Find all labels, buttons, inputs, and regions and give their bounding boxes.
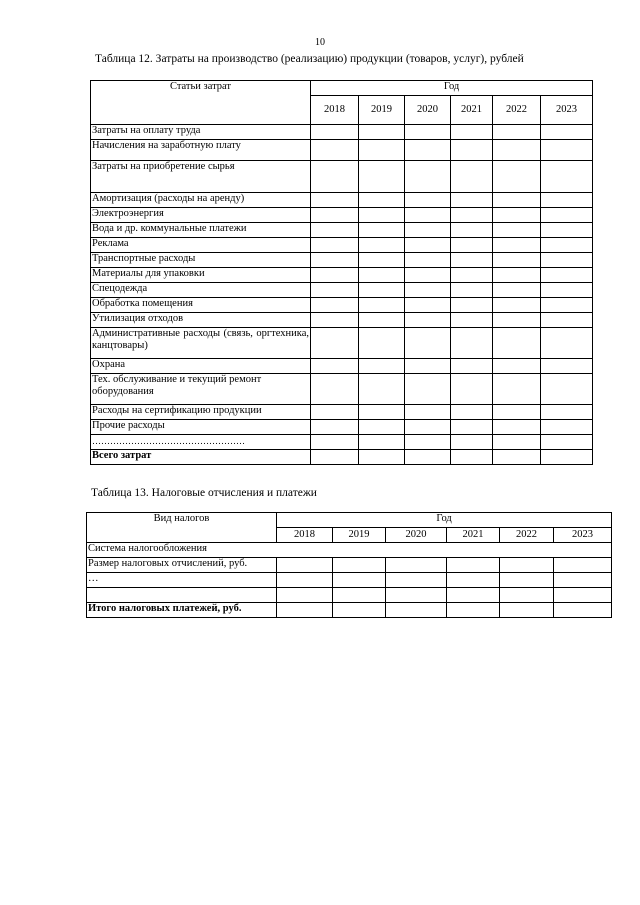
cell [359,298,405,313]
table-row [91,125,593,140]
table-12-production-costs [90,80,593,465]
cell [405,125,451,140]
cell [451,223,493,238]
cell [541,223,593,238]
cell [447,603,500,618]
cell [386,588,447,603]
row-label: Амортизация (расходы на аренду) [91,193,311,208]
cell [554,588,612,603]
table-12-item-header: Статьи затрат [91,81,311,125]
table-row [91,193,593,208]
cell [359,374,405,405]
cell [493,161,541,193]
table-row [87,558,612,573]
cell [311,283,359,298]
row-label: Затраты на приобретение сырья [91,161,311,193]
row-label: Тех. обслуживание и текущий ремонт оборудования [91,374,311,405]
cell [311,405,359,420]
row-label: Материалы для упаковки [91,268,311,283]
row-label: Система налогообложения [87,543,612,558]
table-row [91,253,593,268]
table-row [91,405,593,420]
row-label: Спецодежда [91,283,311,298]
cell [541,268,593,283]
cell [333,573,386,588]
cell [451,125,493,140]
cell [451,238,493,253]
cell [541,140,593,161]
cell [554,573,612,588]
row-label: Размер налоговых отчислений, руб. [87,558,277,573]
cell [493,420,541,435]
cell [405,374,451,405]
cell [277,603,333,618]
cell [541,161,593,193]
cell [333,588,386,603]
table-12-caption: Таблица 12. Затраты на производство (реализацию) продукции (товаров, услуг), рублей [95,53,524,65]
table-13-taxes [86,512,612,618]
cell [447,588,500,603]
row-label: …………………………………………… [91,435,311,450]
cell [359,238,405,253]
cell [277,588,333,603]
cell [405,268,451,283]
table-13-year-2019: 2019 [333,528,386,543]
cell [541,298,593,313]
cell [541,374,593,405]
cell [500,588,554,603]
cell [311,374,359,405]
page-number: 10 [315,37,325,48]
cell [359,405,405,420]
cell [405,161,451,193]
cell [554,558,612,573]
cell [493,238,541,253]
cell [451,435,493,450]
cell [493,450,541,465]
cell [451,208,493,223]
cell [359,161,405,193]
table-13-caption: Таблица 13. Налоговые отчисления и платежи [91,487,317,499]
cell [541,238,593,253]
table-12-year-2021: 2021 [451,96,493,125]
cell [451,374,493,405]
row-label: … [87,573,277,588]
cell [541,313,593,328]
table-13-year-2018: 2018 [277,528,333,543]
cell [277,573,333,588]
cell [541,253,593,268]
cell [311,140,359,161]
cell [359,140,405,161]
cell [541,125,593,140]
cell [333,603,386,618]
table-13-year-2021: 2021 [447,528,500,543]
cell [500,603,554,618]
cell [405,450,451,465]
cell [359,125,405,140]
cell [541,359,593,374]
cell [405,283,451,298]
table-row [91,238,593,253]
cell [451,420,493,435]
table-12-year-header: Год [311,81,593,96]
cell [541,328,593,359]
table-13-year-2020: 2020 [386,528,447,543]
cell [541,405,593,420]
table-row [91,359,593,374]
cell [311,268,359,283]
cell [359,223,405,238]
cell [405,208,451,223]
row-label: Вода и др. коммунальные платежи [91,223,311,238]
row-label [87,588,277,603]
row-label: Всего затрат [91,450,311,465]
table-12-year-2019: 2019 [359,96,405,125]
cell [405,253,451,268]
cell [405,313,451,328]
table-row [91,140,593,161]
cell [359,208,405,223]
cell [311,125,359,140]
row-label: Прочие расходы [91,420,311,435]
table-row [91,223,593,238]
cell [541,208,593,223]
cell [359,420,405,435]
row-label: Обработка помещения [91,298,311,313]
table-13-year-2023: 2023 [554,528,612,543]
cell [405,193,451,208]
table-12-year-2022: 2022 [493,96,541,125]
table-row [91,161,593,193]
table-row [87,588,612,603]
cell [311,313,359,328]
cell [311,359,359,374]
cell [386,573,447,588]
cell [451,328,493,359]
cell [359,193,405,208]
cell [493,208,541,223]
cell [311,193,359,208]
cell [493,313,541,328]
cell [359,268,405,283]
table-row [91,298,593,313]
table-row [91,435,593,450]
cell [493,268,541,283]
cell [451,193,493,208]
cell [359,435,405,450]
cell [500,558,554,573]
cell [541,435,593,450]
table-12-year-2023: 2023 [541,96,593,125]
table-row [91,283,593,298]
cell [405,435,451,450]
table-13-year-2022: 2022 [500,528,554,543]
row-label: Расходы на сертификацию продукции [91,405,311,420]
cell [333,558,386,573]
cell [359,253,405,268]
cell [451,405,493,420]
cell [405,223,451,238]
cell [493,223,541,238]
cell [493,374,541,405]
cell [405,140,451,161]
cell [405,238,451,253]
table-row [87,573,612,588]
cell [311,161,359,193]
cell [500,573,554,588]
cell [451,450,493,465]
table-row [91,268,593,283]
cell [451,253,493,268]
cell [447,558,500,573]
cell [493,125,541,140]
row-label: Охрана [91,359,311,374]
cell [311,298,359,313]
cell [451,359,493,374]
cell [451,313,493,328]
table-12-year-2018: 2018 [311,96,359,125]
cell [493,435,541,450]
cell [447,573,500,588]
cell [451,140,493,161]
table-row [91,374,593,405]
cell [451,283,493,298]
cell [277,558,333,573]
cell [541,193,593,208]
cell [311,208,359,223]
cell [554,603,612,618]
table-13-item-header: Вид налогов [87,513,277,543]
row-label: Утилизация отходов [91,313,311,328]
cell [359,359,405,374]
cell [541,283,593,298]
row-label: Административные расходы (связь, оргтехника, канцтовары) [91,328,311,359]
cell [405,359,451,374]
cell [405,298,451,313]
cell [311,238,359,253]
cell [359,283,405,298]
cell [493,140,541,161]
cell [541,450,593,465]
cell [359,328,405,359]
table-row [87,603,612,618]
cell [405,405,451,420]
cell [451,268,493,283]
cell [386,558,447,573]
cell [405,328,451,359]
row-label: Итого налоговых платежей, руб. [87,603,277,618]
cell [541,420,593,435]
cell [311,435,359,450]
table-row [91,313,593,328]
cell [311,253,359,268]
table-row [91,420,593,435]
cell [386,603,447,618]
table-13-year-header: Год [277,513,612,528]
cell [493,359,541,374]
cell [493,193,541,208]
row-label: Затраты на оплату труда [91,125,311,140]
cell [359,313,405,328]
cell [359,450,405,465]
cell [311,450,359,465]
cell [451,298,493,313]
row-label: Транспортные расходы [91,253,311,268]
table-row [91,450,593,465]
cell [311,328,359,359]
table-row [91,208,593,223]
cell [493,253,541,268]
table-12-year-2020: 2020 [405,96,451,125]
cell [493,298,541,313]
cell [493,328,541,359]
cell [311,420,359,435]
row-label: Начисления на заработную плату [91,140,311,161]
cell [405,420,451,435]
cell [493,283,541,298]
table-row [91,328,593,359]
table-row [87,543,612,558]
cell [451,161,493,193]
cell [493,405,541,420]
row-label: Реклама [91,238,311,253]
cell [311,223,359,238]
row-label: Электроэнергия [91,208,311,223]
